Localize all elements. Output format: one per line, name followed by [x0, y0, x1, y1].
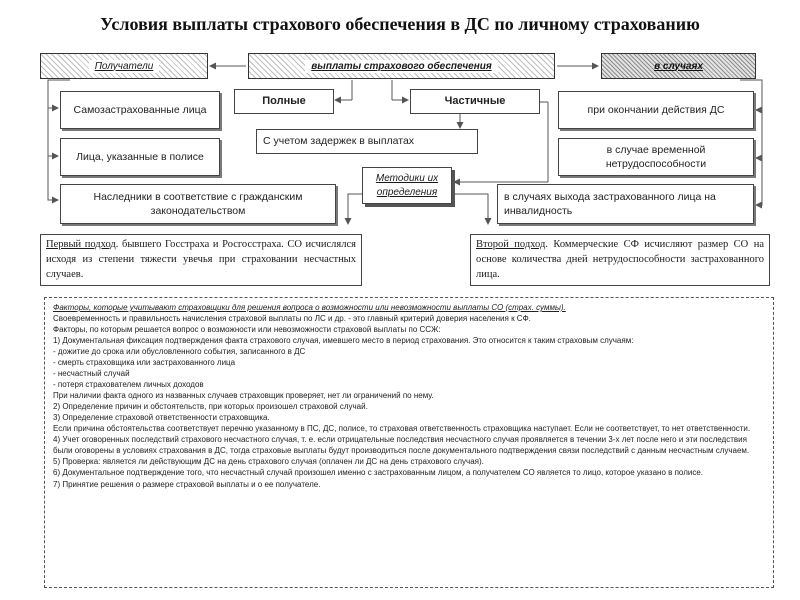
factors-line: - несчастный случай [53, 369, 130, 379]
case-contract-end: при окончании действия ДС [558, 91, 754, 129]
approach-first-text: . бывшего Госстраха и Росгосстраха. СО исчислялся исходя из степени тяжести увечья при страховании несчастных случаев. [46, 239, 356, 280]
payment-full: Полные [234, 89, 334, 114]
methods-box: Методики их определения [362, 167, 452, 204]
approach-second-lead: Второй подход [476, 239, 546, 250]
case-temporary-disability: в случае временной нетрудоспособности [558, 138, 754, 176]
factors-line: 5) Проверка: является ли действующим ДС на день страхового случая (оплачен ли ДС на день страхового случая). [53, 457, 484, 467]
factors-line: 1) Документальная фиксация подтверждения факта страхового случая, имевшего место в период страхования. Это относится к таким страховым случаям: [53, 336, 634, 346]
case-disability: в случаях выхода застрахованного лица на инвалидность [497, 184, 754, 224]
factors-line: 7) Принятие решения о размере страховой выплаты и о ее получателе. [53, 479, 321, 489]
factors-line: 4) Учет оговоренных последствий страхового несчастного случая, т. е. если отрицательные последствия несчастного случая проявляется в течении 3-х лет после него и эти последствия были оговорены в условиях страхования в ДС, тогда страховые выплаты будут производиться после документального подтверждения связи последствий с данным несчастным случаем. [53, 435, 750, 456]
header-cases [601, 53, 756, 79]
approach-second [470, 234, 770, 286]
recipient-heirs: Наследники в соответствие с гражданским законодательством [60, 184, 336, 224]
header-payments-label: выплаты страхового обеспечения [305, 60, 498, 73]
factors-heading: Факторы, которые учитывают страховщики для решения вопроса о возможности или невозможности выплаты СО (страх. суммы). [53, 303, 566, 312]
header-cases-label: в случаях [654, 60, 703, 72]
recipient-self-insured: Самозастрахованные лица [60, 91, 220, 129]
factors-line: При наличии факта одного из названных случаев страховщик проверяет, нет ли ограничений по нему. [53, 391, 434, 401]
factors-line: 6) Документальное подтверждение того, что несчастный случай произошел именно с застрахованным лицом, а получателем СО является то лицо, которое указано в полисе. [53, 468, 703, 478]
factors-line: - потеря страхователем личных доходов [53, 380, 204, 390]
factors-line: 2) Определение причин и обстоятельств, при которых произошел страховой случай. [53, 402, 368, 412]
factors-line: Если причина обстоятельства соответствует перечню указанному в ПС, ДС, полисе, то страховая ответственность страховщика наступает. Если не соответствует, то нет ответственности. [53, 424, 751, 434]
approach-first-lead: Первый подход [46, 239, 116, 250]
factors-line: - смерть страховщика или застрахованного лица [53, 358, 236, 368]
factors-line: Факторы, по которым решается вопрос о возможности или невозможности страховой выплаты по ССЖ: [53, 325, 441, 335]
header-recipients [40, 53, 208, 79]
factors-line: Своевременность и правильность начисления страховой выплаты по ЛС и др. - это главный критерий доверия населения к СФ. [53, 314, 531, 324]
approach-second-text: . Коммерческие СФ исчисляют размер СО на основе количества дней нетрудоспособности застрахованного лица. [476, 239, 764, 280]
recipient-policy-persons: Лица, указанные в полисе [60, 138, 220, 176]
header-payments [248, 53, 555, 79]
approach-first [40, 234, 362, 286]
factors-block [44, 297, 774, 588]
factors-line: 3) Определение страховой ответственности страховщика. [53, 413, 270, 423]
factors-line: - дожитие до срока или обусловленного события, записанного в ДС [53, 347, 306, 357]
header-recipients-label: Получатели [89, 60, 160, 73]
payment-with-delays: С учетом задержек в выплатах [256, 129, 478, 154]
page-title: Условия выплаты страхового обеспечения в ДС по личному страхованию [100, 14, 700, 34]
payment-partial: Частичные [410, 89, 540, 114]
